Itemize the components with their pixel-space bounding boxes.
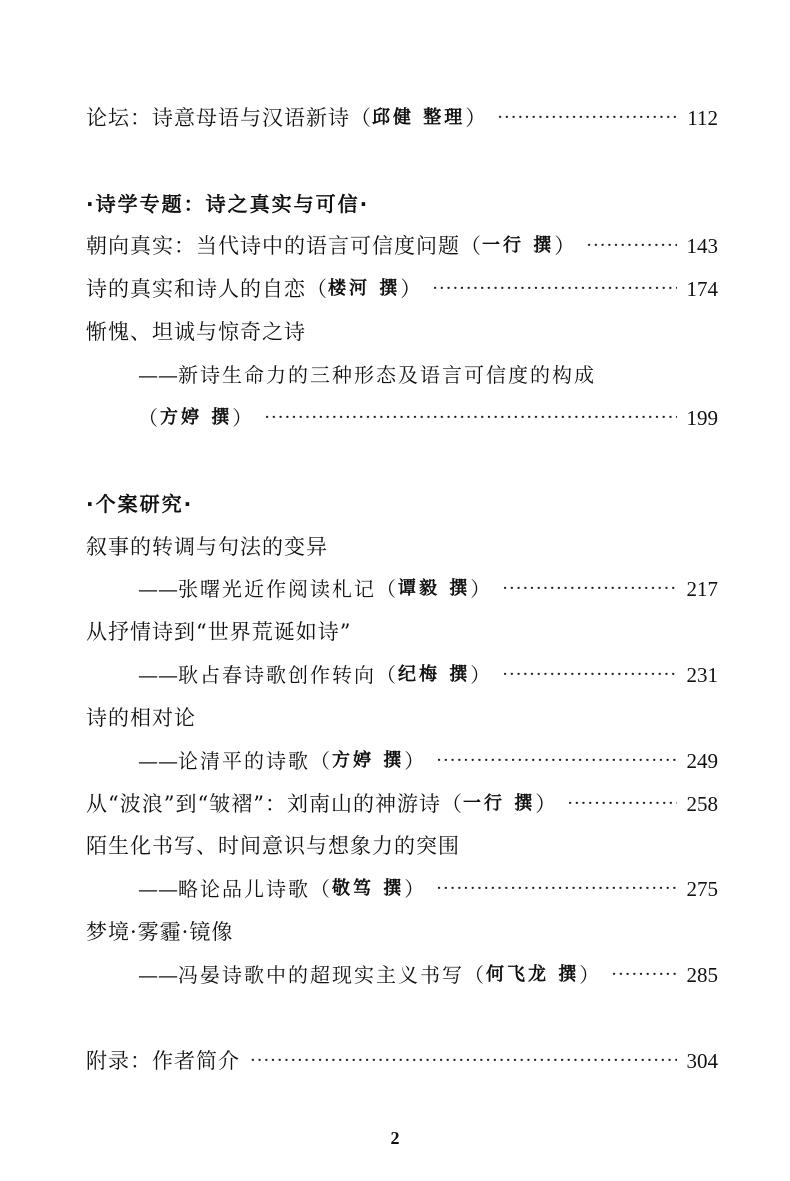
- entry-page: 143: [686, 234, 718, 258]
- dot-leader: [264, 400, 676, 436]
- entry-title: 诗的相对论: [86, 706, 196, 730]
- entry-close: ）: [470, 663, 493, 687]
- entry-author: 方婷 撰: [160, 407, 233, 428]
- toc-entry-forum[interactable]: [86, 100, 718, 136]
- entry-title: 陌生化书写、时间意识与想象力的突围: [86, 834, 460, 858]
- page-number: 2: [390, 1128, 400, 1148]
- entry-subtitle: 略论品儿诗歌（: [178, 877, 332, 901]
- section-heading-case-study: [86, 486, 718, 522]
- section-title: ·个案研究·: [86, 492, 194, 516]
- entry-page: 199: [686, 406, 718, 430]
- entry-author: 谭毅 撰: [398, 578, 471, 599]
- entry-subtitle: 新诗生命力的三种形态及语言可信度的构成: [178, 363, 596, 387]
- toc-entry[interactable]: [86, 314, 718, 350]
- entry-page: 285: [686, 963, 718, 987]
- subtitle-dash: ——: [138, 877, 178, 901]
- dot-leader: [502, 657, 676, 693]
- entry-title: 诗的真实和诗人的自恋（: [86, 277, 328, 301]
- entry-author: 纪梅 撰: [398, 664, 471, 685]
- entry-close: ）: [535, 792, 558, 816]
- subtitle-dash: ——: [138, 577, 178, 601]
- toc-entry[interactable]: [86, 828, 718, 864]
- entry-author: 楼河 撰: [328, 278, 401, 299]
- section-title: ·诗学专题：诗之真实与可信·: [86, 192, 370, 216]
- entry-author: 何飞龙 撰: [486, 964, 580, 985]
- toc-entry[interactable]: [86, 700, 718, 736]
- dot-leader: [586, 228, 676, 264]
- dot-leader: [250, 1043, 677, 1079]
- toc-entry[interactable]: [86, 228, 718, 264]
- entry-page: 258: [686, 792, 718, 816]
- toc-subtitle: [138, 357, 718, 393]
- toc-entry-appendix[interactable]: [86, 1043, 718, 1079]
- dot-leader: [436, 743, 676, 779]
- entry-page: 217: [686, 577, 718, 601]
- entry-author: 一行 撰: [482, 235, 555, 256]
- entry-title: 从抒情诗到“世界荒诞如诗”: [86, 620, 352, 644]
- entry-author: 敬笃 撰: [332, 878, 405, 899]
- entry-close: ）: [404, 749, 427, 773]
- entry-author: 方婷 撰: [332, 750, 405, 771]
- entry-title: 附录：作者简介: [86, 1049, 240, 1073]
- toc-subtitle[interactable]: [138, 957, 718, 993]
- toc-entry[interactable]: [86, 614, 718, 650]
- entry-page: 304: [686, 1049, 718, 1073]
- subtitle-dash: ——: [138, 363, 178, 387]
- entry-page: 275: [686, 877, 718, 901]
- subtitle-dash: ——: [138, 963, 178, 987]
- entry-close: ）: [470, 577, 493, 601]
- entry-open: （: [138, 406, 160, 430]
- dot-leader: [567, 786, 676, 822]
- entry-title: 论坛：诗意母语与汉语新诗（: [86, 106, 372, 130]
- dot-leader: [611, 957, 676, 993]
- toc-subtitle-author[interactable]: [138, 400, 718, 436]
- toc-entry[interactable]: [86, 529, 718, 565]
- entry-page: 231: [686, 663, 718, 687]
- toc-subtitle[interactable]: [138, 657, 718, 693]
- entry-title: 叙事的转调与句法的变异: [86, 535, 328, 559]
- entry-subtitle: 冯晏诗歌中的超现实主义书写（: [178, 963, 486, 987]
- toc-subtitle[interactable]: [138, 871, 718, 907]
- entry-title: 从“波浪”到“皱褶”：刘南山的神游诗（: [86, 792, 463, 816]
- toc-entry[interactable]: [86, 914, 718, 950]
- dot-leader: [432, 271, 676, 307]
- toc-subtitle[interactable]: [138, 571, 718, 607]
- toc-entry[interactable]: [86, 271, 718, 307]
- entry-close: ）: [465, 106, 488, 130]
- entry-title: 朝向真实：当代诗中的语言可信度问题（: [86, 234, 482, 258]
- dot-leader: [502, 571, 676, 607]
- toc-subtitle[interactable]: [138, 743, 718, 779]
- section-heading-poetics: [86, 186, 718, 222]
- dot-leader: [497, 100, 677, 136]
- entry-close: ）: [400, 277, 423, 301]
- entry-close: ）: [404, 877, 427, 901]
- entry-subtitle: 论清平的诗歌（: [178, 749, 332, 773]
- entry-page: 249: [686, 749, 718, 773]
- entry-author: 一行 撰: [462, 793, 536, 814]
- entry-close: ）: [554, 234, 577, 258]
- entry-subtitle: 耿占春诗歌创作转向（: [178, 663, 398, 687]
- entry-subtitle: 张曙光近作阅读札记（: [178, 577, 398, 601]
- entry-title: 梦境·雾霾·镜像: [86, 920, 234, 944]
- entry-page: 112: [687, 106, 718, 130]
- entry-close: ）: [232, 406, 255, 430]
- subtitle-dash: ——: [138, 663, 178, 687]
- dot-leader: [436, 871, 676, 907]
- entry-title: 惭愧、坦诚与惊奇之诗: [86, 320, 306, 344]
- toc-entry[interactable]: [86, 786, 718, 822]
- entry-page: 174: [686, 277, 718, 301]
- subtitle-dash: ——: [138, 749, 178, 773]
- entry-close: ）: [579, 963, 602, 987]
- entry-author: 邱健 整理: [372, 107, 466, 128]
